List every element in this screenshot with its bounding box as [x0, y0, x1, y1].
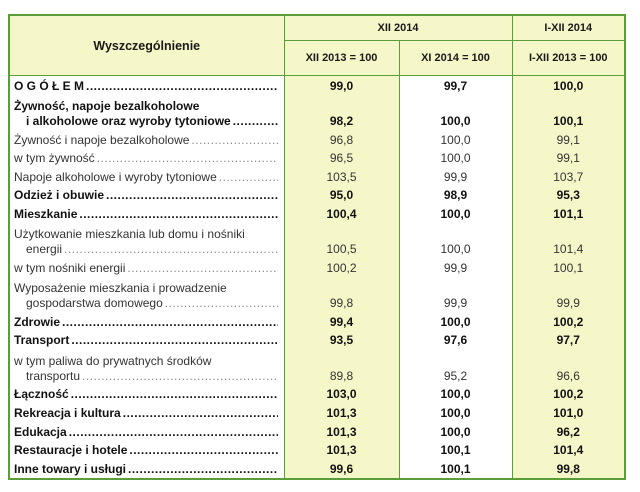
row-label-text: Wyposażenie mieszkania i prowadzenie — [14, 281, 227, 296]
row-label-line — [14, 261, 278, 276]
leader-dots — [128, 462, 277, 477]
row-label-text: Odzież i obuwie — [14, 188, 105, 203]
value-cell-2: 100,0 — [399, 403, 512, 422]
row-label-line — [14, 333, 278, 348]
row-label — [10, 149, 284, 168]
row-label — [10, 223, 284, 258]
leader-dots — [127, 261, 277, 276]
row-label-line — [14, 425, 278, 440]
value-cell-3: 99,1 — [512, 130, 624, 149]
row-label — [10, 258, 284, 277]
leader-dots — [123, 406, 278, 421]
row-label-text: Zdrowie — [14, 314, 61, 329]
value-cell-3: 101,1 — [512, 204, 624, 223]
table-row — [10, 331, 624, 350]
value-cell-3: 100,0 — [512, 76, 624, 95]
leader-dots — [191, 133, 277, 148]
table-row — [10, 186, 624, 205]
leader-dots — [129, 443, 277, 458]
value-cell-1: 93,5 — [284, 331, 399, 350]
value-cell-2: 100,0 — [399, 422, 512, 441]
row-label-text: Napoje alkoholowe i wyroby tytoniowe — [14, 169, 217, 184]
row-label-line — [14, 443, 278, 458]
value-cell-3: 100,2 — [512, 312, 624, 331]
row-label — [10, 95, 284, 130]
row-label-line — [14, 296, 278, 311]
row-label-text: Rekreacja i kultura — [14, 405, 121, 420]
table-row — [10, 167, 624, 186]
value-cell-1: 103,5 — [284, 167, 399, 186]
row-label — [10, 76, 284, 95]
value-cell-3: 103,7 — [512, 167, 624, 186]
table-row — [10, 459, 624, 478]
leader-dots — [79, 207, 277, 222]
value-cell-1: 96,8 — [284, 130, 399, 149]
row-label-text: w tym żywność — [14, 151, 95, 166]
value-cell-3: 96,6 — [512, 349, 624, 384]
row-label-text: O G Ó Ł E M — [14, 78, 85, 93]
table-row — [10, 349, 624, 384]
row-label-text: Użytkowanie mieszkania lub domu i nośniki — [14, 227, 245, 242]
value-cell-1: 101,3 — [284, 403, 399, 422]
row-label — [10, 459, 284, 478]
leader-dots — [106, 188, 277, 203]
value-cell-3: 100,2 — [512, 385, 624, 404]
table-row — [10, 130, 624, 149]
value-cell-3: 101,4 — [512, 441, 624, 460]
leader-dots — [233, 114, 278, 129]
value-cell-3: 101,0 — [512, 403, 624, 422]
value-cell-1: 98,2 — [284, 95, 399, 130]
value-cell-3: 100,1 — [512, 95, 624, 130]
row-label-text: Transport — [14, 333, 70, 348]
value-cell-2: 100,0 — [399, 149, 512, 168]
table-row — [10, 422, 624, 441]
table-row — [10, 223, 624, 258]
value-cell-2: 100,0 — [399, 130, 512, 149]
value-cell-3: 101,4 — [512, 223, 624, 258]
row-label — [10, 204, 284, 223]
row-label-text: energii — [26, 242, 63, 257]
leader-dots — [62, 315, 277, 330]
row-label-line — [14, 387, 278, 402]
row-label-line — [14, 133, 278, 148]
row-label-text: i alkoholowe oraz wyroby tytoniowe — [26, 113, 231, 128]
value-cell-1: 101,3 — [284, 441, 399, 460]
price-index-table-frame — [8, 14, 626, 480]
header-col-2: XI 2014 = 100 — [399, 41, 512, 76]
row-label-text: Żywność, napoje bezalkoholowe — [14, 98, 200, 113]
leader-dots — [71, 333, 277, 348]
value-cell-2: 95,2 — [399, 349, 512, 384]
value-cell-3: 99,1 — [512, 149, 624, 168]
row-label-text: Mieszkanie — [14, 207, 78, 222]
value-cell-2: 100,0 — [399, 204, 512, 223]
row-label — [10, 441, 284, 460]
leader-dots — [82, 369, 277, 384]
table-row — [10, 204, 624, 223]
value-cell-1: 99,4 — [284, 312, 399, 331]
price-index-table — [10, 16, 624, 478]
table-row — [10, 76, 624, 95]
value-cell-1: 99,0 — [284, 76, 399, 95]
row-label — [10, 349, 284, 384]
row-label — [10, 331, 284, 350]
header-group-xii-2014: XII 2014 — [284, 16, 512, 41]
value-cell-2: 100,0 — [399, 385, 512, 404]
value-cell-2: 98,9 — [399, 186, 512, 205]
row-label-line — [14, 188, 278, 203]
row-label-line — [14, 114, 278, 129]
value-cell-1: 103,0 — [284, 385, 399, 404]
table-row — [10, 385, 624, 404]
value-cell-3: 100,1 — [512, 258, 624, 277]
row-label-text: Łączność — [14, 387, 69, 402]
header-col-1: XII 2013 = 100 — [284, 41, 399, 76]
row-label — [10, 186, 284, 205]
value-cell-2: 99,7 — [399, 76, 512, 95]
value-cell-2: 100,1 — [399, 441, 512, 460]
header-group-i-xii-2014: I-XII 2014 — [512, 16, 624, 41]
leader-dots — [165, 296, 278, 311]
row-label-text: gospodarstwa domowego — [26, 296, 163, 311]
row-label — [10, 385, 284, 404]
header-label: Wyszczególnienie — [10, 16, 284, 76]
header-col-3: I-XII 2013 = 100 — [512, 41, 624, 76]
row-label-line — [14, 207, 278, 222]
value-cell-2: 99,9 — [399, 258, 512, 277]
table-row — [10, 312, 624, 331]
value-cell-3: 96,2 — [512, 422, 624, 441]
table-row — [10, 258, 624, 277]
row-label-text: Edukacja — [14, 424, 67, 439]
row-label-line — [14, 242, 278, 257]
table-row — [10, 149, 624, 168]
row-label — [10, 312, 284, 331]
row-label — [10, 130, 284, 149]
row-label-text: w tym paliwa do prywatnych środków — [14, 353, 212, 368]
row-label-line — [14, 406, 278, 421]
value-cell-2: 99,9 — [399, 277, 512, 312]
table-row — [10, 403, 624, 422]
row-label-line — [14, 369, 278, 384]
value-cell-1: 100,5 — [284, 223, 399, 258]
row-label — [10, 422, 284, 441]
row-label-line — [14, 151, 278, 166]
table-row — [10, 441, 624, 460]
row-label-line — [14, 315, 278, 330]
row-label-line — [14, 170, 278, 185]
row-label-line — [14, 79, 278, 94]
value-cell-1: 95,0 — [284, 186, 399, 205]
leader-dots — [97, 151, 278, 166]
value-cell-1: 99,8 — [284, 277, 399, 312]
row-label-text: w tym nośniki energii — [14, 260, 126, 275]
row-label-line — [14, 462, 278, 477]
value-cell-1: 99,6 — [284, 459, 399, 478]
value-cell-2: 99,9 — [399, 167, 512, 186]
row-label-text: transportu — [26, 368, 81, 383]
value-cell-2: 100,0 — [399, 312, 512, 331]
row-label — [10, 403, 284, 422]
table-body — [10, 76, 624, 479]
value-cell-3: 97,7 — [512, 331, 624, 350]
leader-dots — [219, 170, 278, 185]
table-row — [10, 277, 624, 312]
value-cell-1: 100,4 — [284, 204, 399, 223]
value-cell-2: 100,0 — [399, 95, 512, 130]
value-cell-3: 99,8 — [512, 459, 624, 478]
value-cell-2: 100,0 — [399, 223, 512, 258]
row-label-text: Restauracje i hotele — [14, 443, 128, 458]
row-label-text: Żywność i napoje bezalkoholowe — [14, 132, 190, 147]
value-cell-3: 95,3 — [512, 186, 624, 205]
value-cell-2: 97,6 — [399, 331, 512, 350]
value-cell-1: 89,8 — [284, 349, 399, 384]
row-label — [10, 277, 284, 312]
value-cell-1: 100,2 — [284, 258, 399, 277]
leader-dots — [69, 425, 278, 440]
value-cell-1: 101,3 — [284, 422, 399, 441]
row-label-text: Inne towary i usługi — [14, 462, 127, 476]
table-row — [10, 95, 624, 130]
value-cell-1: 96,5 — [284, 149, 399, 168]
leader-dots — [86, 79, 277, 94]
value-cell-2: 100,1 — [399, 459, 512, 478]
leader-dots — [64, 242, 277, 257]
row-label — [10, 167, 284, 186]
leader-dots — [71, 387, 278, 402]
value-cell-3: 99,9 — [512, 277, 624, 312]
